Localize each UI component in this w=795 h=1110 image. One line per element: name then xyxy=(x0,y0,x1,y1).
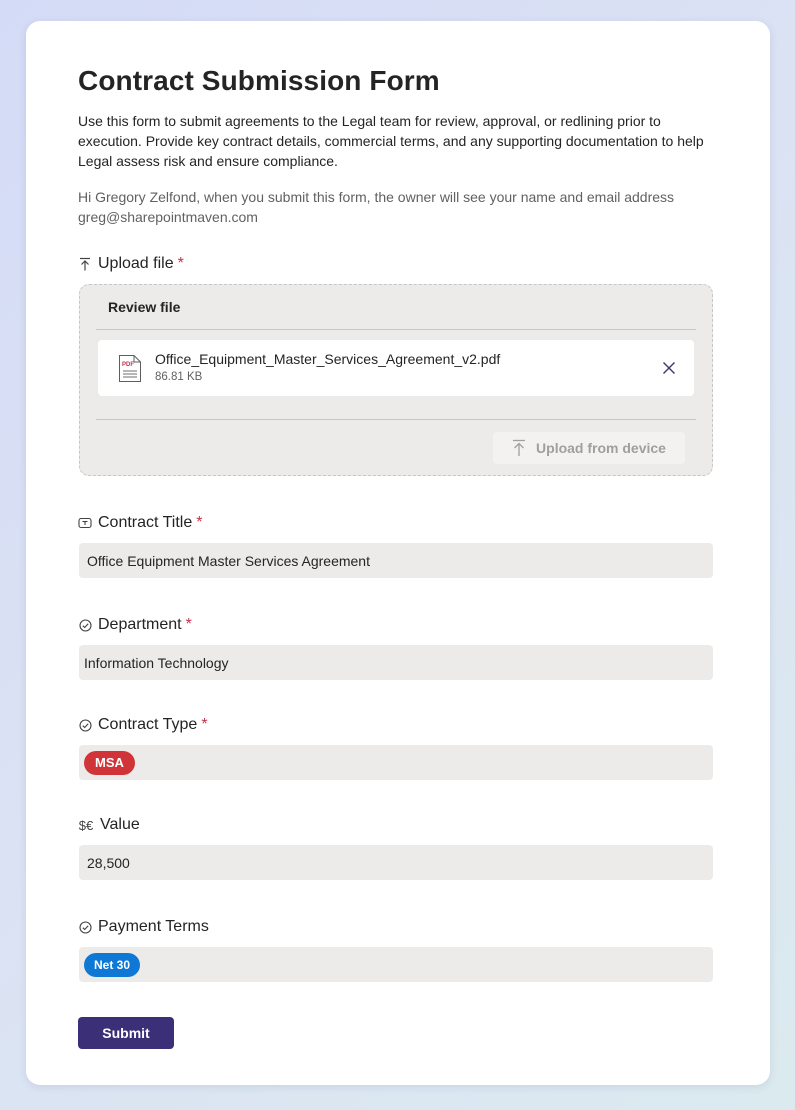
department-select[interactable]: Information Technology xyxy=(79,645,713,680)
file-size: 86.81 KB xyxy=(155,371,203,383)
file-name: Office_Equipment_Master_Services_Agreement_v2.pdf xyxy=(155,351,501,367)
uploaded-file-card xyxy=(98,340,694,396)
close-icon[interactable] xyxy=(660,359,678,377)
upload-file-label xyxy=(78,255,184,273)
contract-title-input[interactable]: Office Equipment Master Services Agreement xyxy=(79,543,713,578)
required-mark: * xyxy=(196,514,203,531)
pdf-file-icon xyxy=(118,354,142,388)
value-label xyxy=(78,816,140,834)
check-circle-icon xyxy=(78,920,92,934)
contract-type-select[interactable] xyxy=(79,745,713,780)
form-title: Contract Submission Form xyxy=(78,65,440,96)
contract-title-label-text: Contract Title xyxy=(98,514,193,531)
identity-notice-text: Hi Gregory Zelfond, when you submit this form, the owner will see your name and email address xyxy=(78,189,675,205)
value-input[interactable]: 28,500 xyxy=(79,845,713,880)
form-card xyxy=(26,21,770,1085)
divider xyxy=(96,329,696,330)
contract-type-label xyxy=(78,716,208,734)
upload-arrow-icon xyxy=(512,439,526,457)
identity-notice-email: greg@sharepointmaven.com xyxy=(78,209,258,225)
divider xyxy=(96,419,696,420)
payment-terms-tag: Net 30 xyxy=(84,953,140,977)
submit-button[interactable]: Submit xyxy=(78,1017,174,1049)
required-mark: * xyxy=(201,716,208,733)
check-circle-icon xyxy=(78,618,92,632)
contract-title-label xyxy=(78,514,203,532)
payment-terms-label xyxy=(78,918,209,936)
payment-terms-select[interactable] xyxy=(79,947,713,982)
identity-notice xyxy=(78,187,718,227)
upload-dropzone[interactable] xyxy=(79,284,713,476)
department-label xyxy=(78,616,192,634)
upload-from-device-label: Upload from device xyxy=(536,440,666,456)
department-label-text: Department xyxy=(98,616,182,633)
review-file-title: Review file xyxy=(108,299,181,315)
form-description: Use this form to submit agreements to the Legal team for review, approval, or redlining prior to execution. Provide key contract details, commercial terms, and any supporting documentation to help Legal assess risk and ensure compliance. xyxy=(78,113,704,169)
contract-type-label-text: Contract Type xyxy=(98,716,198,733)
upload-from-device-button[interactable] xyxy=(493,432,685,464)
check-circle-icon xyxy=(78,718,92,732)
contract-type-tag: MSA xyxy=(84,751,135,775)
upload-file-label-text: Upload file xyxy=(98,255,174,272)
payment-terms-label-text: Payment Terms xyxy=(98,918,209,935)
pdf-icon-label: PDF xyxy=(122,362,134,368)
required-mark: * xyxy=(185,616,192,633)
currency-icon: $€ xyxy=(78,817,94,833)
required-mark: * xyxy=(177,255,184,272)
upload-arrow-icon xyxy=(78,257,92,271)
value-label-text: Value xyxy=(100,816,140,833)
text-field-icon xyxy=(78,516,92,530)
